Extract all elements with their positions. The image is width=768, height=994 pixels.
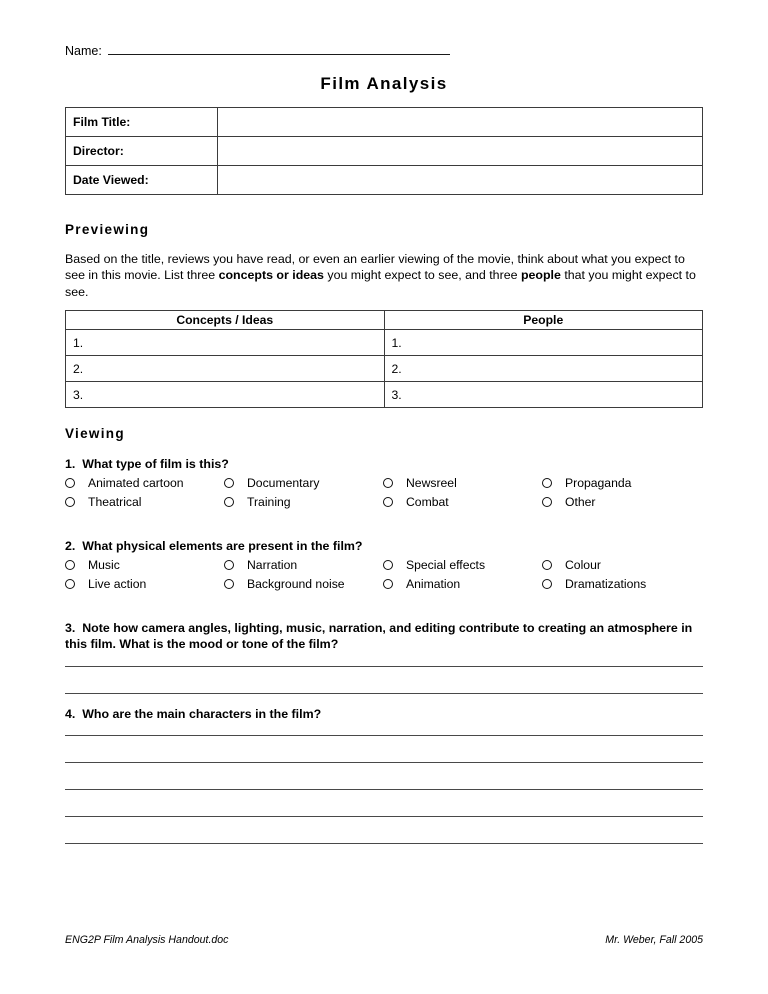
table-row [66, 356, 703, 382]
radio-circle-icon[interactable] [383, 497, 393, 507]
question-1-number: 1. [65, 457, 76, 471]
radio-circle-icon[interactable] [224, 579, 234, 589]
answer-line[interactable] [65, 762, 703, 763]
option-label: Newsreel [406, 476, 457, 491]
intro-text-part-3: that you might expect to see. [65, 268, 696, 299]
question-1-prompt: What type of film is this? [82, 457, 229, 471]
concept-entry-1[interactable]: 1. [66, 330, 385, 356]
answer-line[interactable] [65, 735, 703, 736]
radio-circle-icon[interactable] [383, 560, 393, 570]
radio-circle-icon[interactable] [65, 560, 75, 570]
option-narration[interactable] [224, 558, 383, 572]
concept-entry-3[interactable]: 3. [66, 382, 385, 408]
radio-circle-icon[interactable] [542, 560, 552, 570]
concepts-people-table-body [66, 330, 703, 408]
question-2-options [65, 558, 703, 591]
option-label: Animated cartoon [88, 476, 184, 491]
film-title-input-cell[interactable] [218, 108, 703, 137]
radio-circle-icon[interactable] [542, 497, 552, 507]
option-label: Theatrical [88, 495, 142, 510]
option-label: Special effects [406, 558, 486, 573]
name-field-row [65, 44, 450, 58]
option-documentary[interactable] [224, 476, 383, 490]
date-viewed-input-cell[interactable] [218, 166, 703, 195]
radio-circle-icon[interactable] [542, 478, 552, 488]
option-label: Music [88, 558, 120, 573]
film-info-table-body [66, 108, 703, 195]
name-write-in-line[interactable] [108, 54, 450, 55]
section-heading-viewing: Viewing [65, 426, 125, 441]
radio-circle-icon[interactable] [65, 579, 75, 589]
option-label: Background noise [247, 577, 345, 592]
option-music[interactable] [65, 558, 224, 572]
film-info-table [65, 107, 703, 195]
concepts-people-table-head [66, 311, 703, 330]
option-animation[interactable] [383, 577, 542, 591]
option-combat[interactable] [383, 495, 542, 509]
option-label: Live action [88, 577, 147, 592]
question-3-text [65, 620, 703, 653]
option-training[interactable] [224, 495, 383, 509]
answer-line[interactable] [65, 843, 703, 844]
option-colour[interactable] [542, 558, 702, 572]
radio-circle-icon[interactable] [65, 478, 75, 488]
option-theatrical[interactable] [65, 495, 224, 509]
option-label: Combat [406, 495, 449, 510]
concept-entry-2[interactable]: 2. [66, 356, 385, 382]
answer-line[interactable] [65, 693, 703, 694]
question-1-text [65, 456, 703, 472]
option-other[interactable] [542, 495, 702, 509]
answer-line[interactable] [65, 816, 703, 817]
option-live-action[interactable] [65, 577, 224, 591]
film-title-label: Film Title: [66, 108, 218, 137]
intro-emphasis-concepts: concepts or ideas [218, 268, 324, 283]
page-footer [65, 934, 703, 946]
table-row [66, 137, 703, 166]
option-background-noise[interactable] [224, 577, 383, 591]
option-label: Animation [406, 577, 461, 592]
name-label: Name: [65, 44, 102, 58]
column-header-concepts: Concepts / Ideas [66, 311, 385, 330]
question-1-block [65, 456, 703, 509]
date-viewed-label: Date Viewed: [66, 166, 218, 195]
column-header-people: People [384, 311, 703, 330]
option-label: Colour [565, 558, 601, 573]
table-header-row [66, 311, 703, 330]
answer-line[interactable] [65, 789, 703, 790]
radio-circle-icon[interactable] [383, 579, 393, 589]
radio-circle-icon[interactable] [65, 497, 75, 507]
director-label: Director: [66, 137, 218, 166]
question-2-text [65, 538, 703, 554]
answer-line[interactable] [65, 666, 703, 667]
radio-circle-icon[interactable] [542, 579, 552, 589]
question-3-prompt: Note how camera angles, lighting, music, narration, and editing contribute to creating an atmosphere in this film. What is the mood or tone of the film? [65, 621, 693, 652]
question-2-number: 2. [65, 539, 76, 553]
option-propaganda[interactable] [542, 476, 702, 490]
table-row [66, 382, 703, 408]
people-entry-2[interactable]: 2. [384, 356, 703, 382]
radio-circle-icon[interactable] [383, 478, 393, 488]
radio-circle-icon[interactable] [224, 497, 234, 507]
option-label: Training [247, 495, 291, 510]
question-3-number: 3. [65, 621, 76, 635]
table-row [66, 166, 703, 195]
intro-text-part-1: Based on the title, reviews you have read, or even an earlier viewing of the movie, think about what you expect to see in this movie. List three [65, 252, 685, 283]
concepts-people-table [65, 310, 703, 408]
intro-emphasis-people: people [520, 268, 561, 283]
footer-attribution: Mr. Weber, Fall 2005 [605, 934, 703, 946]
table-row [66, 330, 703, 356]
question-4-block [65, 706, 703, 844]
people-entry-3[interactable]: 3. [384, 382, 703, 408]
footer-filename: ENG2P Film Analysis Handout.doc [65, 934, 229, 946]
question-3-block [65, 620, 703, 694]
table-row [66, 108, 703, 137]
section-heading-previewing: Previewing [65, 222, 150, 237]
option-label: Documentary [247, 476, 320, 491]
question-4-prompt: Who are the main characters in the film? [82, 707, 322, 721]
option-label: Propaganda [565, 476, 632, 491]
radio-circle-icon[interactable] [224, 478, 234, 488]
option-animated-cartoon[interactable] [65, 476, 224, 490]
option-label: Other [565, 495, 596, 510]
previewing-instructions [65, 251, 697, 300]
option-dramatizations[interactable] [542, 577, 702, 591]
intro-text-part-2: you might expect to see, and three [323, 268, 521, 283]
question-2-block [65, 538, 703, 591]
question-4-answer-lines [65, 735, 703, 844]
question-4-number: 4. [65, 707, 76, 721]
option-label: Narration [247, 558, 298, 573]
question-2-prompt: What physical elements are present in the film? [82, 539, 363, 553]
question-4-text [65, 706, 703, 722]
radio-circle-icon[interactable] [224, 560, 234, 570]
director-input-cell[interactable] [218, 137, 703, 166]
question-1-options [65, 476, 703, 509]
question-3-answer-lines [65, 666, 703, 694]
option-newsreel[interactable] [383, 476, 542, 490]
page-title: Film Analysis [320, 74, 448, 93]
option-special-effects[interactable] [383, 558, 542, 572]
option-label: Dramatizations [565, 577, 647, 592]
people-entry-1[interactable]: 1. [384, 330, 703, 356]
